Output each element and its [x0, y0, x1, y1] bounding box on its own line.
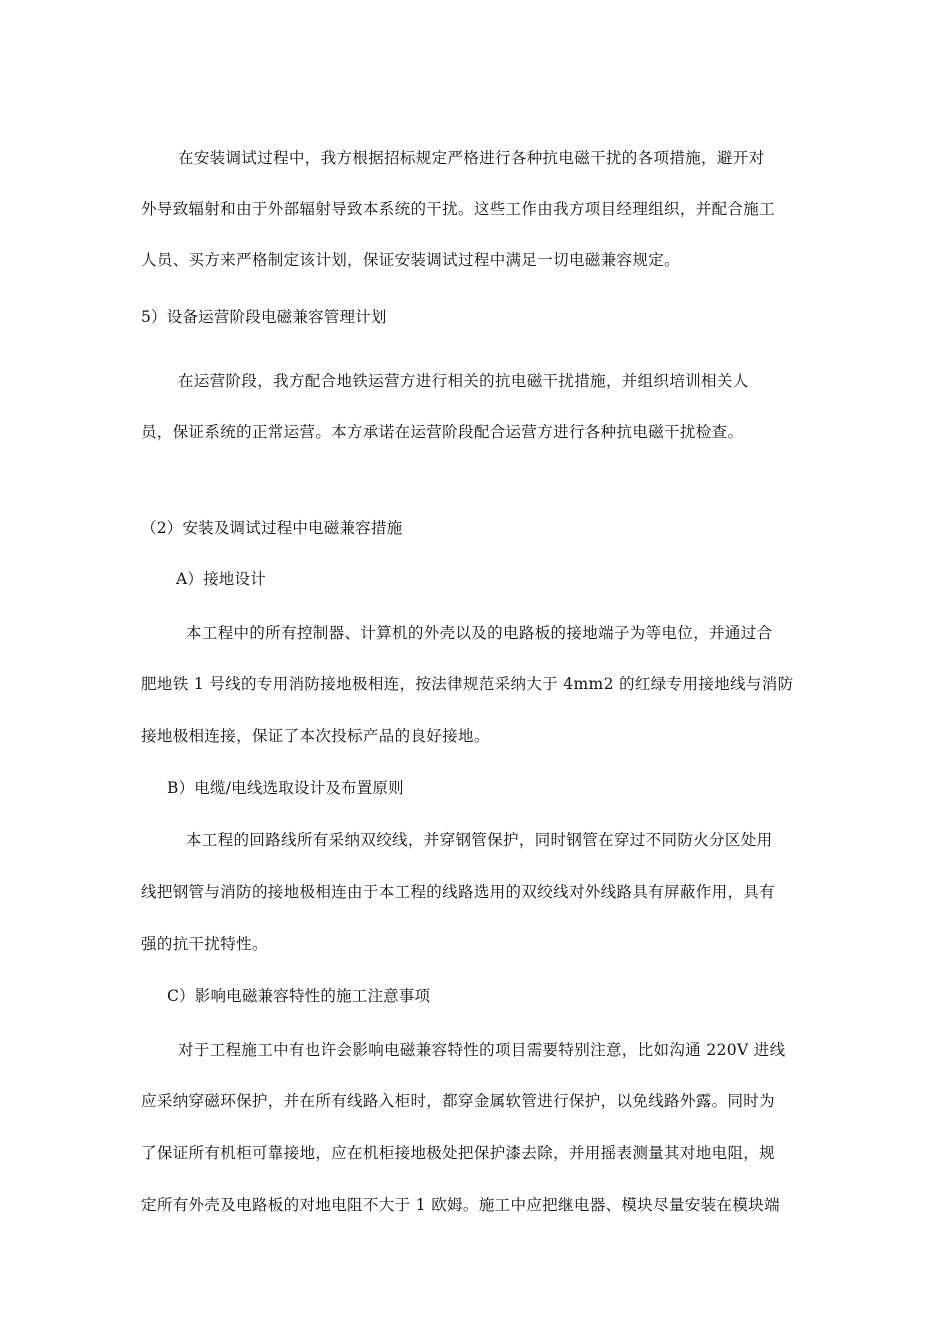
paragraph-line: 了保证所有机柜可靠接地，应在机柜接地极处把保护漆去除，并用摇表测量其对地电阻，规	[141, 1144, 776, 1162]
paragraph-line: 定所有外壳及电路板的对地电阻不大于 1 欧姆。施工中应把继电器、模块尽量安装在模块端	[141, 1196, 780, 1214]
subsection-heading: A）接地设计	[176, 570, 266, 588]
paragraph-line: 本工程中的所有控制器、计算机的外壳以及的电路板的接地端子为等电位，并通过合	[186, 624, 773, 642]
paragraph-line: 肥地铁 1 号线的专用消防接地极相连，按法律规范采纳大于 4mm2 的红绿专用接地线与消防	[141, 675, 794, 693]
paragraph-line: 强的抗干扰特性。	[141, 935, 268, 953]
section-heading: 5）设备运营阶段电磁兼容管理计划	[141, 308, 387, 326]
paragraph-line: 对于工程施工中有也许会影响电磁兼容特性的项目需要特别注意，比如沟通 220V 进线	[178, 1041, 786, 1059]
paragraph-line: 人员、买方来严格制定该计划，保证安装调试过程中满足一切电磁兼容规定。	[141, 251, 680, 269]
subsection-heading: B）电缆/电线选取设计及布置原则	[167, 779, 404, 797]
paragraph-line: 线把钢管与消防的接地极相连由于本工程的线路选用的双绞线对外线路具有屏蔽作用，具有	[141, 883, 776, 901]
paragraph-line: 本工程的回路线所有采纳双绞线，并穿钢管保护，同时钢管在穿过不同防火分区处用	[186, 831, 773, 849]
subsection-heading: C）影响电磁兼容特性的施工注意事项	[167, 987, 431, 1005]
paragraph-line: 员，保证系统的正常运营。本方承诺在运营阶段配合运营方进行各种抗电磁干扰检查。	[141, 423, 744, 441]
paragraph-line: 应采纳穿磁环保护，并在所有线路入柜时，都穿金属软管进行保护，以免线路外露。同时为	[141, 1092, 776, 1110]
paragraph-line: 在安装调试过程中，我方根据招标规定严格进行各种抗电磁干扰的各项措施，避开对	[178, 149, 765, 167]
section-heading: （2）安装及调试过程中电磁兼容措施	[141, 519, 403, 537]
paragraph-line: 在运营阶段，我方配合地铁运营方进行相关的抗电磁干扰措施，并组织培训相关人	[178, 372, 749, 390]
paragraph-line: 外导致辐射和由于外部辐射导致本系统的干扰。这些工作由我方项目经理组织，并配合施工	[141, 200, 776, 218]
paragraph-line: 接地极相连接，保证了本次投标产品的良好接地。	[141, 727, 490, 745]
